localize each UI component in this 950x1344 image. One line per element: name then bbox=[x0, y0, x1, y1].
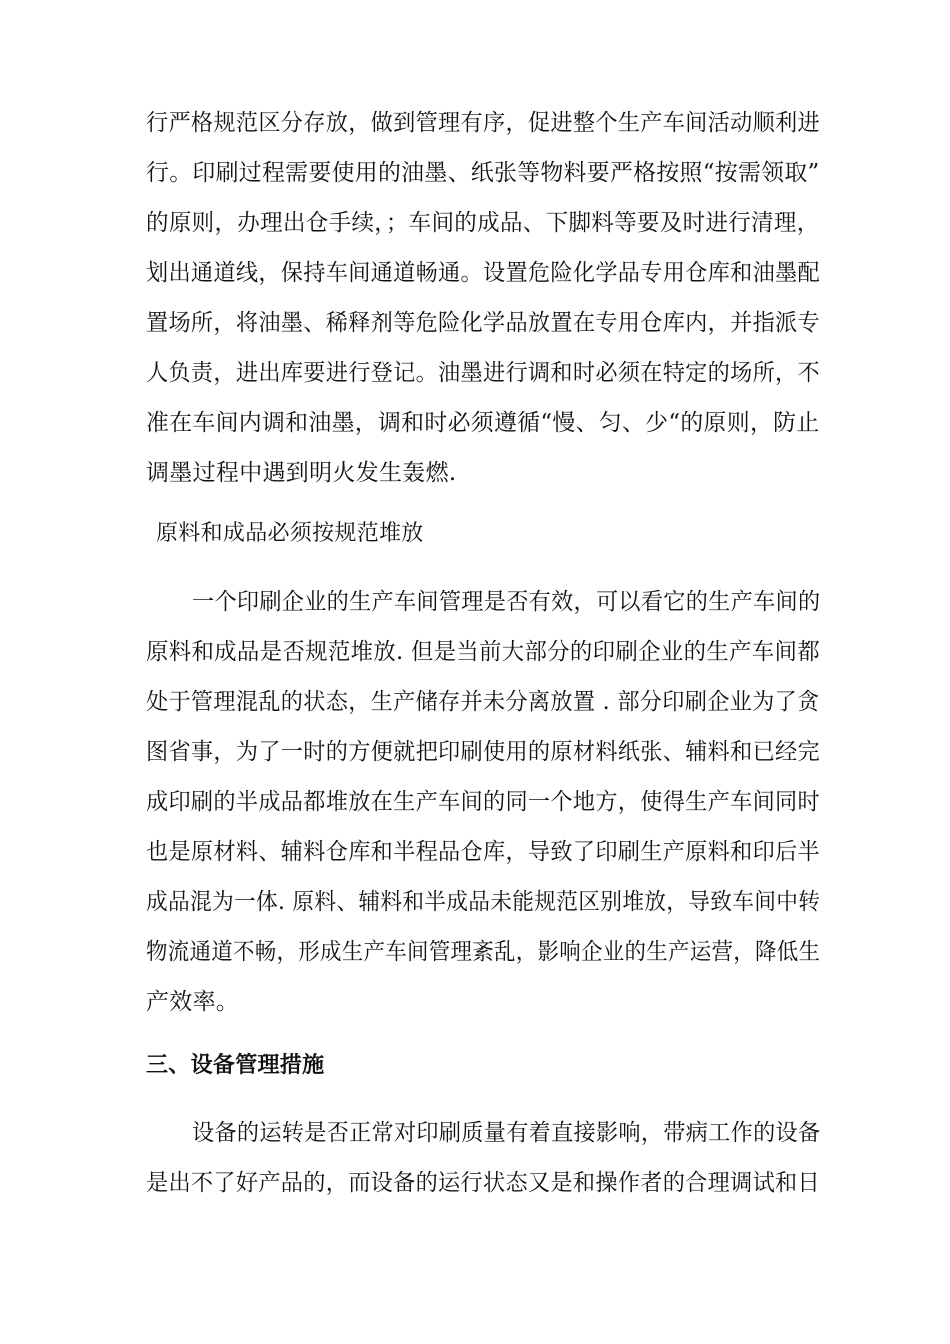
paragraph-line: 划出通道线，保持车间通道畅通。设置危险化学品专用仓库和油墨配 bbox=[146, 260, 820, 286]
paragraph-line: 的原则，办理出仓手续，；车间的成品、下脚料等要及时进行清理， bbox=[146, 210, 820, 236]
section-heading: 三、设备管理措施 bbox=[146, 1053, 325, 1078]
paragraph-line: 置场所，将油墨、稀释剂等危险化学品放置在专用仓库内，并指派专 bbox=[146, 310, 820, 336]
paragraph-line: 成品混为一体. 原料、辅料和半成品未能规范区别堆放，导致车间中转 bbox=[146, 889, 821, 915]
paragraph-line: 也是原材料、辅料仓库和半程品仓库，导致了印刷生产原料和印后半 bbox=[146, 839, 820, 865]
paragraph-line: 成印刷的半成品都堆放在生产车间的同一个地方，使得生产车间同时 bbox=[146, 789, 820, 815]
paragraph-line: 行。印刷过程需要使用的油墨、纸张等物料要严格按照“按需领取” bbox=[146, 160, 820, 186]
paragraph-line: 产效率。 bbox=[146, 989, 240, 1015]
paragraph-line: 设备的运转是否正常对印刷质量有着直接影响，带病工作的设备 bbox=[192, 1120, 821, 1146]
paragraph-line: 原料和成品是否规范堆放. 但是当前大部分的印刷企业的生产车间都 bbox=[146, 639, 820, 665]
paragraph-line: 物流通道不畅，形成生产车间管理紊乱，影响企业的生产运营，降低生 bbox=[146, 939, 821, 965]
paragraph-line: 图省事，为了一时的方便就把印刷使用的原材料纸张、辅料和已经完 bbox=[146, 739, 820, 765]
paragraph-line: 人负责，进出库要进行登记。油墨进行调和时必须在特定的场所，不 bbox=[146, 360, 820, 386]
paragraph-line: 准在车间内调和油墨，调和时必须遵循“慢、匀、少“的原则，防止 bbox=[146, 410, 820, 436]
paragraph-line: 行严格规范区分存放，做到管理有序，促进整个生产车间活动顺利进 bbox=[146, 110, 820, 136]
paragraph-line: 一个印刷企业的生产车间管理是否有效，可以看它的生产车间的 bbox=[192, 589, 821, 615]
paragraph-line: 处于管理混乱的状态，生产储存并未分离放置 . 部分印刷企业为了贪 bbox=[146, 689, 820, 715]
paragraph-line: 调墨过程中遇到明火发生轰燃. bbox=[146, 460, 457, 486]
paragraph-line: 是出不了好产品的，而设备的运行状态又是和操作者的合理调试和日 bbox=[146, 1170, 820, 1196]
subheading: 原料和成品必须按规范堆放 bbox=[156, 521, 424, 546]
